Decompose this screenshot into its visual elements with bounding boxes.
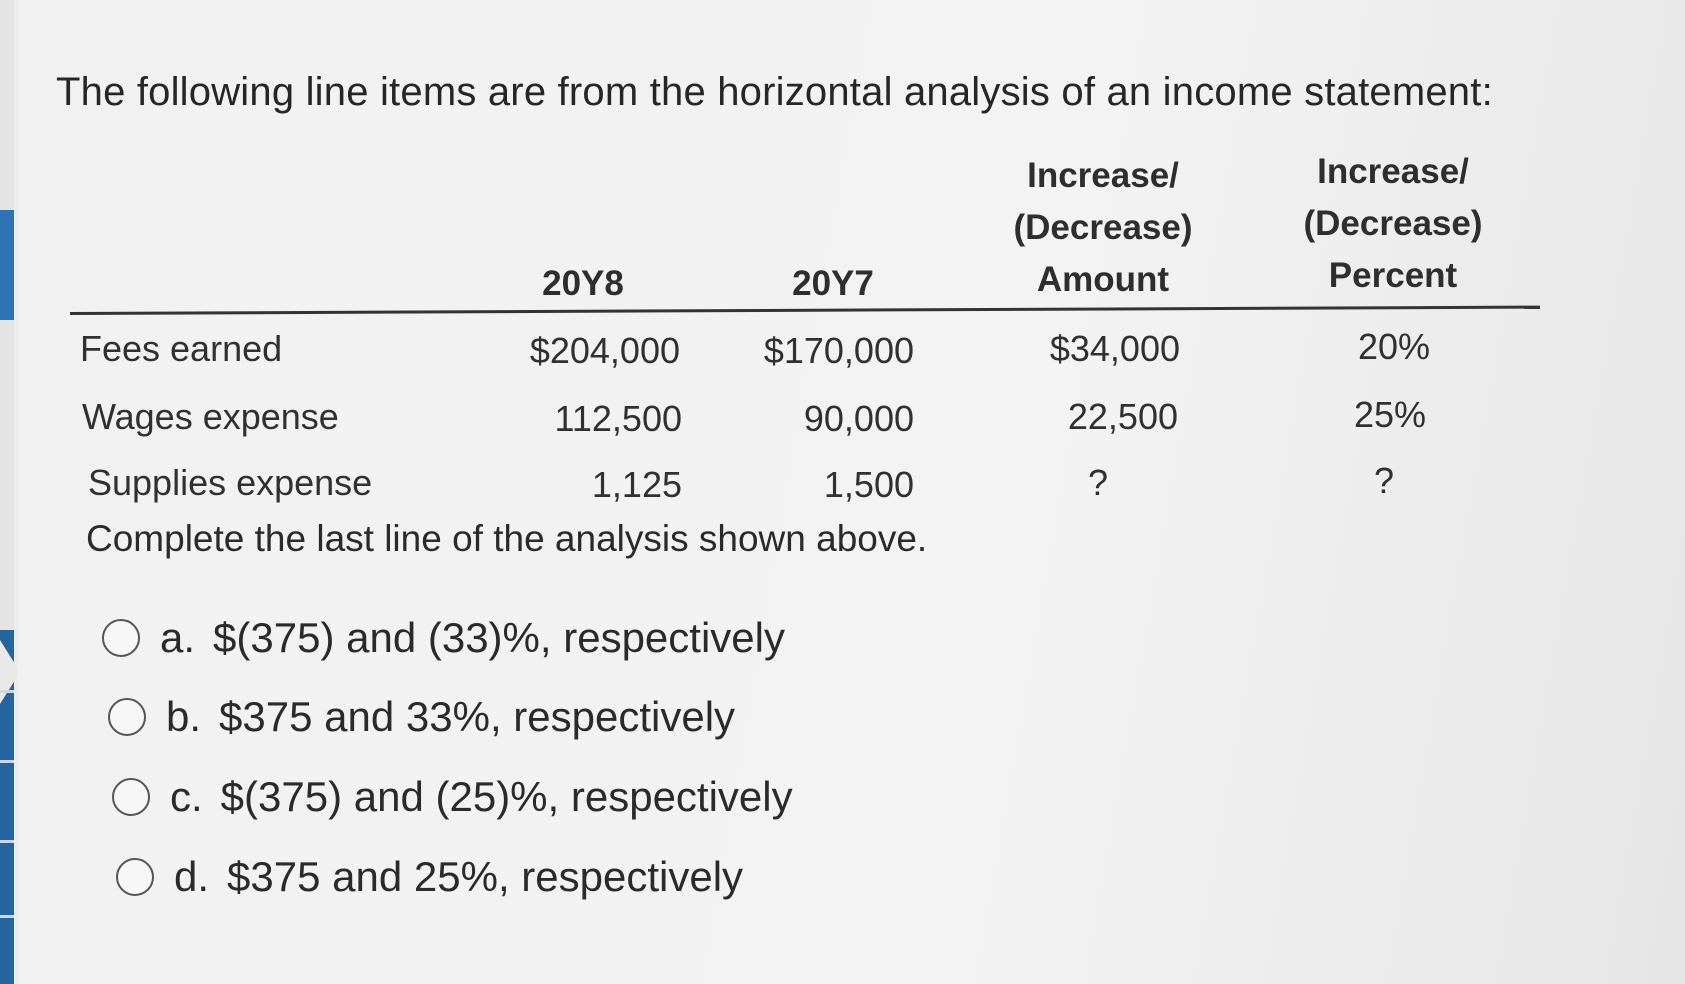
left-edge-blue-band — [0, 210, 14, 320]
radio-button-icon[interactable] — [108, 698, 146, 736]
row-supplies-20y7: 1,500 — [823, 464, 914, 505]
row-fees-percent: 20% — [1357, 326, 1431, 367]
header-amount — [983, 150, 1223, 306]
left-edge-divider — [0, 760, 14, 763]
option-text: $375 and 33%, respectively — [219, 693, 736, 740]
left-edge-divider — [0, 840, 14, 843]
radio-button-icon[interactable] — [102, 619, 140, 657]
question-prompt: Complete the last line of the analysis shown above. — [86, 518, 928, 559]
row-supplies-percent: ? — [1373, 460, 1395, 501]
header-amount-line: (Decrease) — [1013, 208, 1193, 247]
row-wages-label: Wages expense — [82, 396, 339, 437]
left-edge-strip — [0, 0, 14, 984]
radio-button-icon[interactable] — [112, 778, 150, 816]
option-text: $375 and 25%, respectively — [227, 853, 744, 900]
radio-button-icon[interactable] — [116, 858, 154, 896]
left-edge-divider — [0, 690, 14, 693]
answer-option-b[interactable] — [108, 693, 735, 741]
row-wages-20y7: 90,000 — [803, 398, 914, 439]
option-letter: d. — [174, 853, 210, 900]
question-page — [18, 0, 1685, 984]
row-fees-20y7: $170,000 — [763, 330, 914, 371]
option-letter: a. — [160, 614, 196, 661]
left-edge-divider — [0, 915, 14, 918]
header-amount-line: Increase/ — [1027, 156, 1179, 195]
row-fees-label: Fees earned — [80, 328, 283, 369]
header-20y8: 20Y8 — [542, 264, 624, 303]
left-edge-arrow-icon — [0, 640, 20, 704]
header-amount-line: Amount — [1036, 260, 1170, 299]
answer-option-d[interactable] — [116, 853, 743, 901]
option-text: $(375) and (25)%, respectively — [220, 773, 793, 820]
header-percent-line: Percent — [1328, 256, 1458, 295]
question-title: The following line items are from the horizontal analysis of an income statement: — [56, 70, 1493, 114]
header-20y7: 20Y7 — [792, 264, 874, 303]
row-wages-percent: 25% — [1353, 394, 1427, 435]
row-fees-amount: $34,000 — [1049, 328, 1180, 369]
row-supplies-amount: ? — [1087, 462, 1109, 503]
header-percent-line: (Decrease) — [1303, 204, 1483, 243]
answer-option-c[interactable] — [112, 773, 793, 821]
row-supplies-20y8: 1,125 — [591, 464, 682, 505]
option-text: $(375) and (33)%, respectively — [213, 614, 785, 661]
header-percent — [1273, 146, 1513, 302]
row-wages-amount: 22,500 — [1067, 396, 1178, 437]
option-letter: b. — [166, 693, 202, 740]
option-letter: c. — [170, 773, 203, 820]
header-percent-line: Increase/ — [1317, 152, 1469, 191]
row-wages-20y8: 112,500 — [554, 398, 682, 439]
answer-option-a[interactable] — [102, 614, 785, 662]
row-fees-20y8: $204,000 — [529, 330, 680, 371]
row-supplies-label: Supplies expense — [88, 462, 373, 503]
